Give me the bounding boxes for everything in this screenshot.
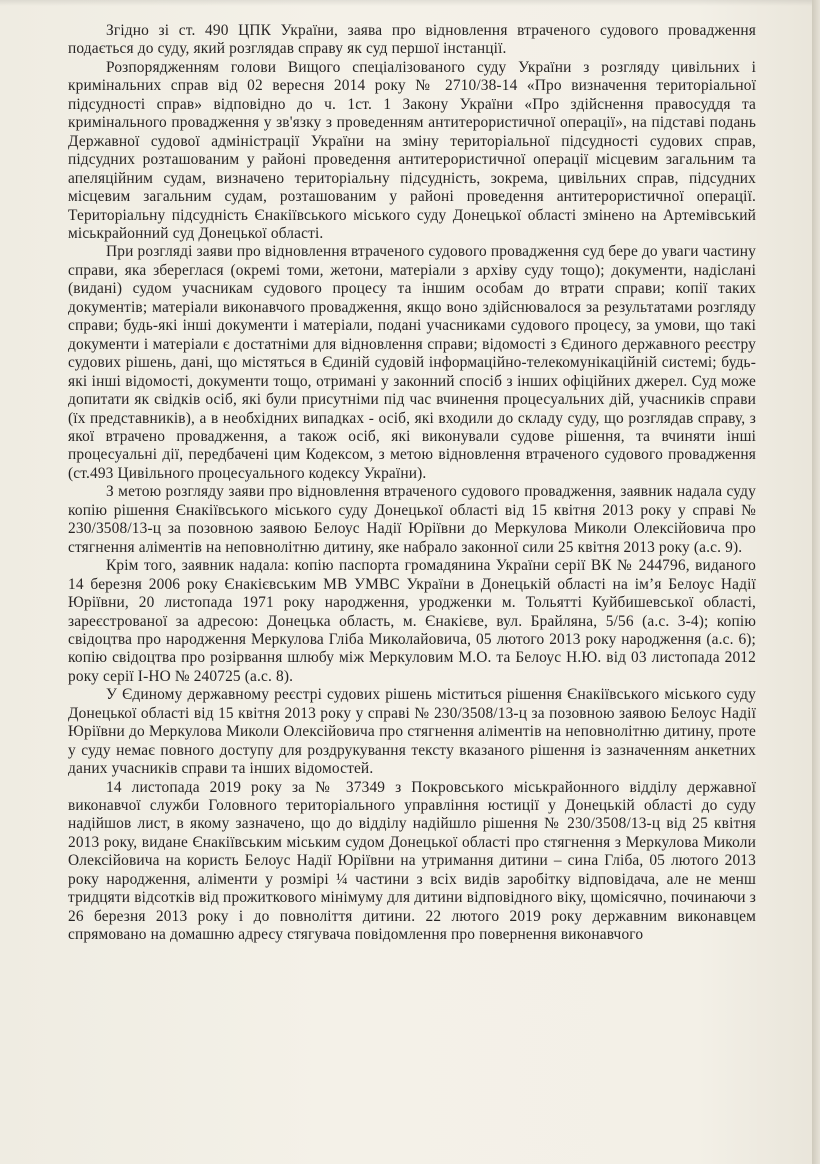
scan-top-shadow (0, 0, 820, 6)
document-body (68, 22, 756, 945)
paragraph-enforcement-letter: 14 листопада 2019 року за № 37349 з Покровського міськрайонного відділу державної виконавчої служби Головного територіального управління юстиції у Донецькій області до суду надійшов лист, в якому зазначено, що до відділу надійшло рішення № 230/3508/13-ц від 25 квітня 2013 року, видане Єнакіївським міським судом Донецької області про стягнення з Меркулова Миколи Олексійовича на користь Белоус Надії Юріївни на утримання дитини – сина Гліба, 05 лютого 2013 року народження, аліменти у розмірі ¼ частини з всіх видів заробітку відповідача, але не менш тридцяти відсотків від прожиткового мінімуму для дитини відповідного віку, щомісячно, починаючи з 26 березня 2013 року і до повноліття дитини. 22 лютого 2019 року державним виконавцем спрямовано на домашню адресу стягувача повідомлення про повернення виконавчого (68, 778, 756, 944)
paragraph-registry-record: У Єдиному державному реєстрі судових рішень міститься рішення Єнакіївського міського суду Донецької області від 15 квітня 2013 року у справі № 230/3508/13-ц за позовною заявою Белоус Надії Юріївни до Меркулова Миколи Олексійовича про стягнення аліментів на неповнолітню дитину, проте у суду немає повного доступу для роздрукування тексту вказаного рішення із зазначенням анкетних даних учасників справи та інших відомостей. (68, 686, 756, 778)
paragraph-restoration-evidence: При розгляді заяви про відновлення втраченого судового провадження суд бере до уваги частину справи, яка збереглася (окремі томи, жетони, матеріали з архіву суду тощо); документи, надіслані (видані) судом учасникам судового процесу та іншим особам до втрати справи; копії таких документів; матеріали виконавчого провадження, якщо воно здійснювалося за результатами розгляду справи; будь-які інші документи і матеріали, подані учасниками судового процесу, за умови, що такі документи і матеріали є достатніми для відновлення справи; відомості з Єдиного державного реєстру судових рішень, дані, що містяться в Єдиній судовій інформаційно-телекомунікаційній системі; будь-які інші відомості, документи тощо, отримані у законний спосіб з інших офіційних джерел. Суд може допитати як свідків осіб, які були присутніми під час вчинення процесуальних дій, учасників справи (їх представників), а в необхідних випадках - осіб, які входили до складу суду, що розглядав справу, з якої втрачено провадження, а також осіб, які виконували судове рішення, та вчиняти інші процесуальні дії, передбачені цим Кодексом, з метою відновлення втраченого судового провадження (ст.493 Цивільного процесуального кодексу України). (68, 243, 756, 482)
paragraph-submitted-decision: З метою розгляду заяви про відновлення втраченого судового провадження, заявник надала суду копію рішення Єнакіївського міського суду Донецької області від 15 квітня 2013 року у справі № 230/3508/13-ц за позовною заявою Белоус Надії Юріївни до Меркулова Миколи Олексійовича про стягнення аліментів на неповнолітню дитину, яке набрало законної сили 25 квітня 2013 року (а.с. 9). (68, 483, 756, 556)
scan-page-edge (812, 0, 820, 1164)
paragraph-submitted-documents: Крім того, заявник надала: копію паспорта громадянина України серії ВК № 244796, виданого 14 березня 2006 року Єнакієвським МВ УМВС України в Донецькій області на ім’я Белоус Надії Юріївни, 20 листопада 1971 року народження, уродженки м. Тольятті Куйбишевської області, зареєстрованої за адресою: Донецька область, м. Єнакієве, вул. Брайляна, 5/56 (а.с. 3-4); копію свідоцтва про народження Меркулова Гліба Миколайовича, 05 лютого 2013 року народження (а.с. 6); копію свідоцтва про розірвання шлюбу між Меркуловим М.О. та Белоус Н.Ю. від 03 листопада 2012 року серії І-НО № 240725 (а.с. 8). (68, 557, 756, 685)
paragraph-territorial-jurisdiction: Розпорядженням голови Вищого спеціалізованого суду України з розгляду цивільних і кримінальних справ від 02 вересня 2014 року № 2710/38-14 «Про визначення територіальної підсудності справ» відповідно до ч. 1ст. 1 Закону України «Про здійснення правосуддя та кримінального провадження у зв'язку з проведенням антитерористичної операції», на підставі подань Державної судової адміністрації України на зміну територіальної підсудності судових справ, підсудних розташованим у районі проведення антитерористичної операції місцевим загальним та апеляційним судам, визначено територіальну підсудність, зокрема, цивільних справ, підсудних місцевим загальним судам, розташованим у районі проведення антитерористичної операції. Територіальну підсудність Єнакіївського міського суду Донецької області змінено на Артемівський міськрайонний суд Донецької області. (68, 58, 756, 242)
paragraph-jurisdiction-rule: Згідно зі ст. 490 ЦПК України, заява про відновлення втраченого судового провадження подається до суду, який розглядав справу як суд першої інстанції. (68, 22, 756, 58)
